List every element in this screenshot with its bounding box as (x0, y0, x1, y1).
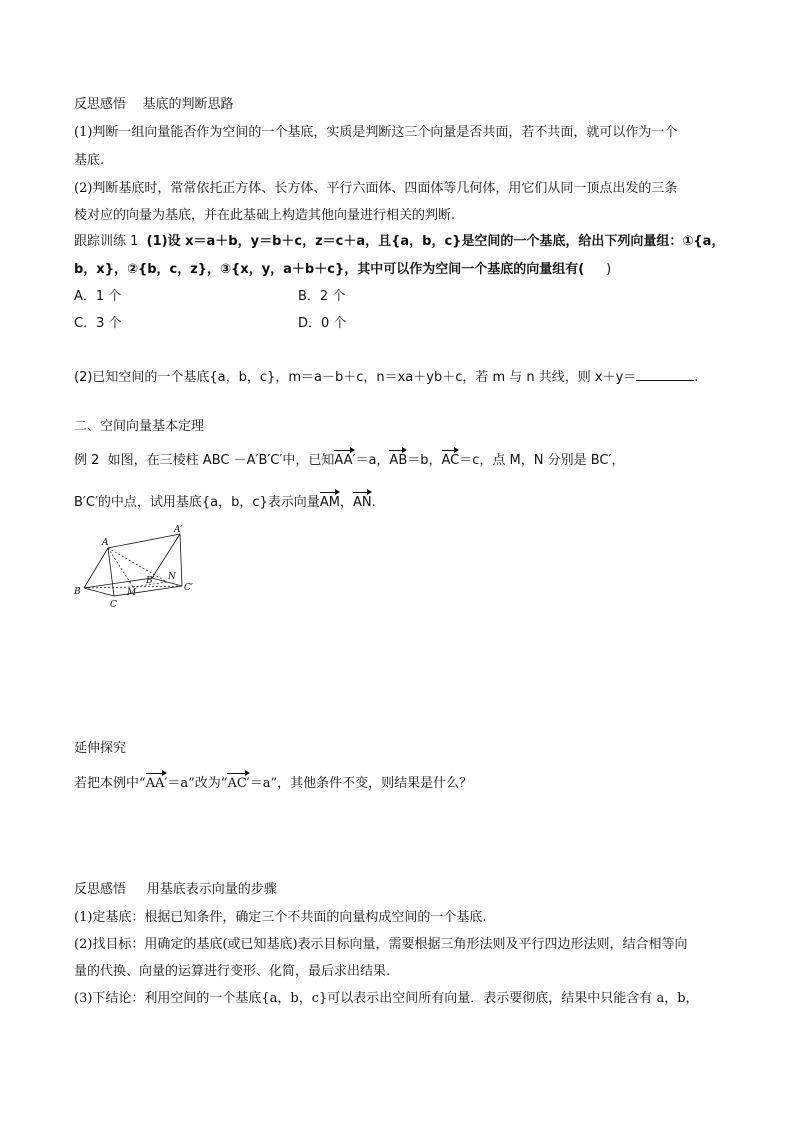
exercise-text: (1)设 x＝a＋b，y＝b＋c，z＝c＋a，且{a，b，c}是空间的一个基底，给出下列向量组：①{a， (146, 234, 725, 249)
exercise-1-part-2: (2)已知空间的一个基底{a，b，c}，m＝a－b＋c，n＝xa＋yb＋c，若 m 与 n 共线，则 x＋y＝ . (74, 370, 699, 385)
label-a1: A′ (174, 525, 183, 535)
label-n: N (168, 572, 176, 582)
section-title: 二、空间向量基本定理 (74, 419, 205, 434)
vector-am: AM (319, 495, 340, 510)
paragraph: 棱对应的向量为基底，并在此基础上构造其他向量进行相关的判断. (74, 208, 456, 223)
reflection-title: 用基底表示向量的步骤 (146, 882, 277, 897)
reflection-heading-1 (74, 97, 234, 113)
option-c: C．3 个 (74, 316, 122, 331)
exercise-1-line-2: b，x}，②{b，c，z}，③{x，y，a＋b＋c}，其中可以作为空间一个基底的向量组有( ) (74, 262, 612, 277)
example-label: 例 2 (74, 453, 100, 468)
paragraph: 量的代换、向量的运算进行变形、化简，最后求出结果. (74, 964, 391, 979)
vector-aa1: AA′ (145, 776, 168, 791)
label-m: M (127, 588, 137, 598)
vector-ab: AB (389, 453, 408, 468)
vector-ac: AC (441, 453, 460, 468)
reflection-label: 反思感悟 (74, 882, 127, 897)
extension-question: 若把本例中“AA′＝a”改为“AC′＝a”，其他条件不变，则结果是什么？ (74, 776, 473, 791)
edge-b-c (84, 588, 114, 596)
label-b1: B′ (146, 576, 155, 586)
extension-title: 延伸探究 (74, 741, 127, 756)
example-2-line-1: 例 2 如图，在三棱柱 ABC －A′B′C′中，已知AA′＝a，AB＝b，AC＝c，点 M，N 分别是 BC′， (74, 453, 625, 468)
paragraph: (2)判断基底时，常常依托正方体、长方体、平行六面体、四面体等几何体，用它们从同一顶点出发的三条 (74, 181, 678, 196)
paragraph: (1)定基底：根据已知条件，确定三个不共面的向量构成空间的一个基底. (74, 910, 487, 925)
example-2-line-2: B′C′的中点，试用基底{a，b，c}表示向量AM，AN. (74, 495, 376, 510)
edge-a-c (108, 548, 114, 596)
option-b: B．2 个 (298, 289, 346, 304)
option-d: D．0 个 (298, 316, 347, 331)
vector-aa1: AA′ (334, 453, 356, 468)
label-b: B (74, 587, 81, 597)
edge-a-b (84, 548, 108, 588)
option-a: A．1 个 (74, 289, 122, 304)
label-a: A (102, 538, 109, 548)
label-c: C (110, 600, 117, 610)
paragraph: 基底. (74, 153, 105, 168)
exercise-label: 跟踪训练 1 (74, 234, 139, 249)
edge-a1-c1 (180, 534, 182, 586)
reflection-title: 基底的判断思路 (142, 97, 234, 112)
prism-figure (72, 524, 202, 614)
exercise-text: b，x}，②{b，c，z}，③{x，y，a＋b＋c}，其中可以作为空间一个基底的向量组有( (74, 262, 585, 277)
reflection-heading-2 (74, 882, 277, 898)
paragraph: (3)下结论：利用空间的一个基底{a，b，c}可以表示出空间所有向量．表示要彻底，结果中只能含有 a，b， (74, 991, 699, 1006)
reflection-label: 反思感悟 (74, 97, 127, 112)
answer-blank[interactable] (636, 368, 694, 381)
paragraph: (2)找目标：用确定的基底(或已知基底)表示目标向量，需要根据三角形法则及平行四边形法则，结合相等向 (74, 937, 688, 952)
paragraph: (1)判断一组向量能否作为空间的一个基底，实质是判断这三个向量是否共面，若不共面，就可以作为一个 (74, 125, 678, 140)
vector-an: AN (352, 495, 372, 510)
segment-a-n (108, 548, 167, 582)
label-c1: C′ (184, 583, 193, 593)
exercise-1-line-1 (74, 234, 724, 250)
vector-ac1: AC′ (227, 776, 250, 791)
edge-a-a1 (108, 534, 180, 548)
